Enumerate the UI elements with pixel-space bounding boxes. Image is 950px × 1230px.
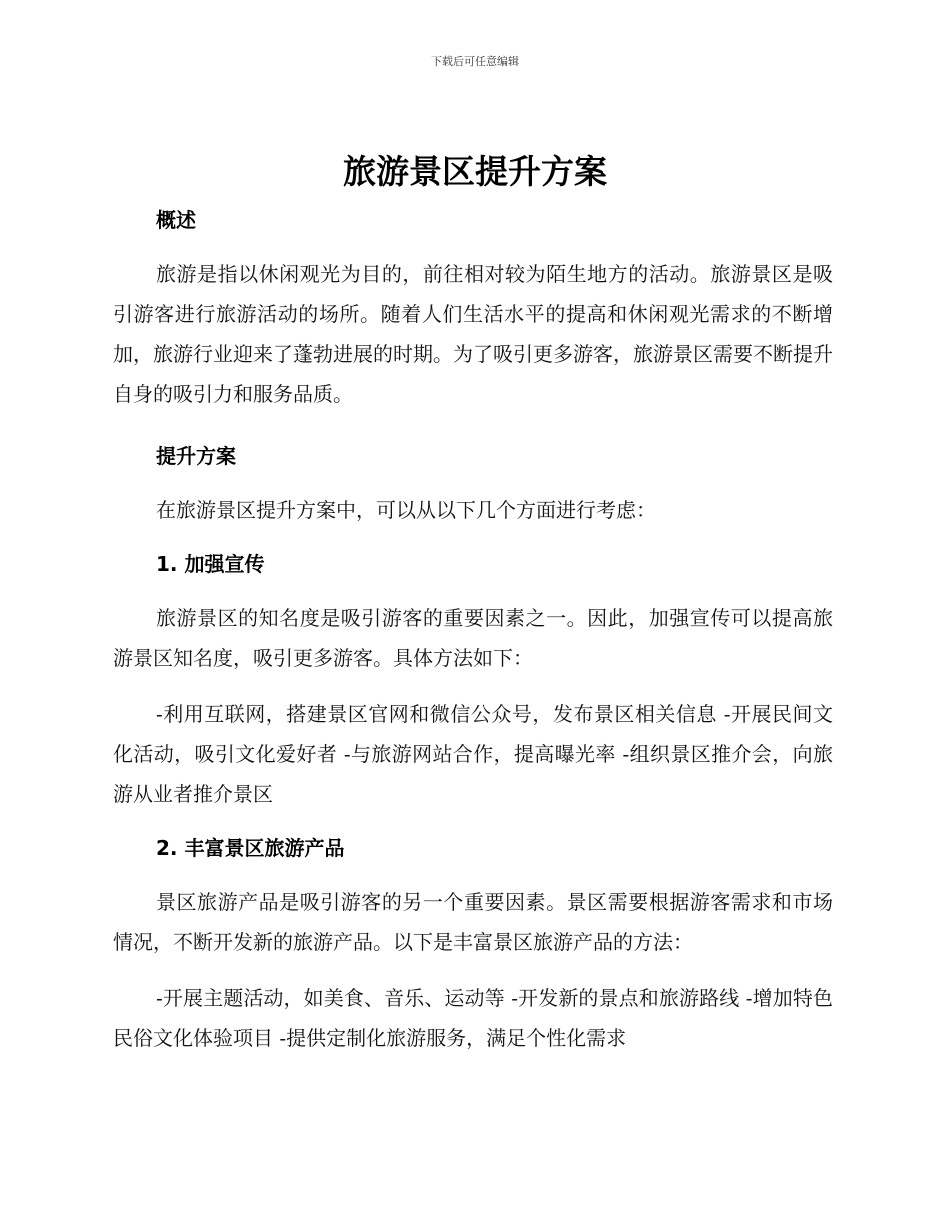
section-heading-plan: 提升方案 [156, 444, 236, 468]
section-heading-products: 2. 丰富景区旅游产品 [156, 836, 345, 860]
overview-paragraph: 旅游是指以休闲观光为目的，前往相对较为陌生地方的活动。旅游景区是吸引游客进行旅游活动的场所。随着人们生活水平的提高和休闲观光需求的不断增加，旅游行业迎来了蓬勃进展的时期。为了吸引更多游客，旅游景区需要不断提升自身的吸引力和服务品质。 [113, 262, 833, 406]
plan-paragraph: 在旅游景区提升方案中，可以从以下几个方面进行考虑： [156, 498, 656, 522]
document-body [113, 202, 833, 1058]
promotion-methods-paragraph: -利用互联网，搭建景区官网和微信公众号，发布景区相关信息 -开展民间文化活动，吸引文化爱好者 -与旅游网站合作，提高曝光率 -组织景区推介会，向旅游从业者推介景区 [113, 702, 833, 806]
products-methods-paragraph: -开展主题活动，如美食、音乐、运动等 -开发新的景点和旅游路线 -增加特色民俗文化体验项目 -提供定制化旅游服务，满足个性化需求 [113, 986, 833, 1050]
products-paragraph: 景区旅游产品是吸引游客的另一个重要因素。景区需要根据游客需求和市场情况，不断开发新的旅游产品。以下是丰富景区旅游产品的方法： [113, 890, 833, 954]
document-title: 旅游景区提升方案 [343, 152, 607, 191]
promotion-paragraph: 旅游景区的知名度是吸引游客的重要因素之一。因此，加强宣传可以提高旅游景区知名度，吸引更多游客。具体方法如下： [113, 606, 833, 670]
header-note: 下载后可任意编辑 [431, 55, 519, 68]
section-heading-promotion: 1. 加强宣传 [156, 552, 265, 576]
section-heading-overview: 概述 [156, 208, 196, 232]
